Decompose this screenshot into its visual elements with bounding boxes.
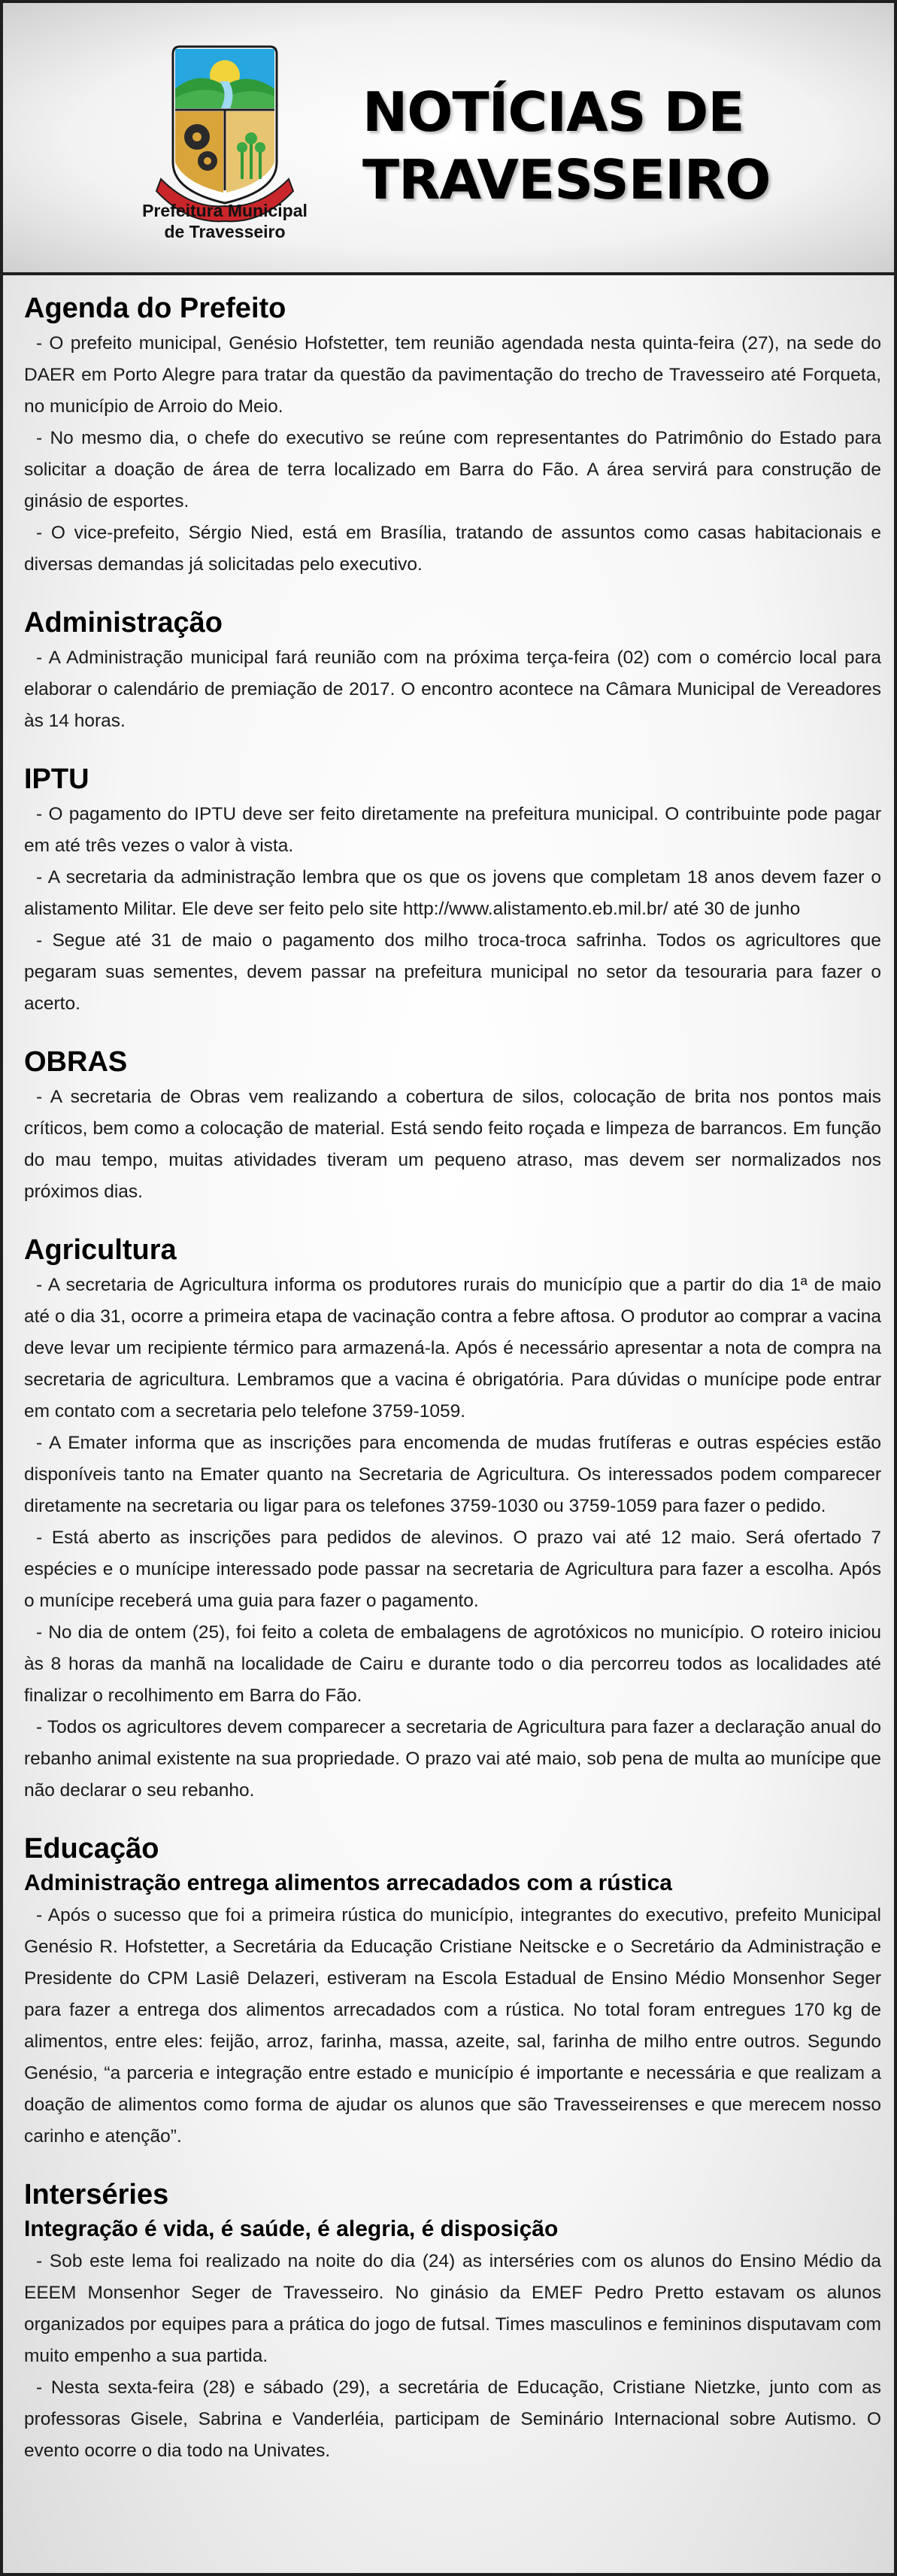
section-title: IPTU — [24, 763, 89, 795]
news-paragraph: - Está aberto as inscrições para pedidos de alevinos. O prazo vai até 12 maio. Será ofertado 7 espécies e o munícipe interessado pode passar na secretaria de Agricultura para fazer a escolha. Após o munícipe receberá uma guia para fazer o pagamento. — [24, 1528, 881, 1611]
news-paragraph: - O pagamento do IPTU deve ser feito diretamente na prefeitura municipal. O contribuinte pode pagar em até três vezes o valor à vista. — [24, 804, 881, 856]
news-paragraph: - No mesmo dia, o chefe do executivo se reúne com representantes do Patrimônio do Estado para solicitar a doação de área de terra localizado em Barra do Fão. A área servirá para construção de ginásio de esportes. — [24, 428, 881, 511]
news-paragraph: - Nesta sexta-feira (28) e sábado (29), a secretária de Educação, Cristiane Nietzke, junto com as professoras Gisele, Sabrina e Vanderléia, participam de Seminário Internacional sobre Autismo. O evento ocorre o dia todo na Univates. — [24, 2377, 881, 2461]
section-interseries — [24, 2177, 881, 2467]
section-agenda-do-prefeito — [24, 290, 881, 581]
crest-caption-line1: Prefeitura Municipal — [142, 201, 308, 220]
news-paragraph: - Todos os agricultores devem comparecer a secretaria de Agricultura para fazer a declaração anual do rebanho animal existente na sua propriedade. O prazo vai até maio, sob pena de multa ao munícipe que não declarar o seu rebanho. — [24, 1717, 881, 1801]
news-paragraph: - O prefeito municipal, Genésio Hofstetter, tem reunião agendada nesta quinta-feira (27), na sede do DAER em Porto Alegre para tratar da questão da pavimentação do trecho de Travesseiro até Forqueta, no município de Arroio do Meio. — [24, 333, 881, 417]
news-paragraph: - O vice-prefeito, Sérgio Nied, está em Brasília, tratando de assuntos como casas habitacionais e diversas demandas já solicitadas pelo executivo. — [24, 523, 881, 575]
section-title: Agricultura — [24, 1234, 177, 1266]
news-paragraph: - A secretaria da administração lembra que os que os jovens que completam 18 anos devem fazer o alistamento Militar. Ele deve ser feito pelo site http://www.alistamento.eb.mil.br/ até 30 de junho — [24, 867, 881, 919]
section-title: Educação — [24, 1833, 159, 1864]
section-title: OBRAS — [24, 1046, 128, 1078]
section-title: Administração — [24, 607, 223, 639]
news-paragraph: - A Emater informa que as inscrições para encomenda de mudas frutíferas e outras espécies estão disponíveis tanto na Emater quanto na Secretaria de Agricultura. Os interessados podem comparecer diretamente na secretaria ou ligar para os telefones 3759-1030 ou 3759-1059 para fazer o pedido. — [24, 1433, 881, 1516]
section-iptu — [24, 761, 881, 1020]
news-paragraph: - Sob este lema foi realizado na noite do dia (24) as interséries com os alunos do Ensino Médio da EEEM Monsenhor Seger de Travesseiro. No ginásio da EMEF Pedro Pretto estavam os alunos organizados por equipes para a prática do jogo de futsal. Times masculinos e femininos disputavam com muito empenho a sua partida. — [24, 2251, 881, 2366]
newsletter-title-line1: NOTÍCIAS DE — [362, 80, 744, 144]
newsletter-header — [3, 3, 894, 275]
section-title: Agenda do Prefeito — [24, 293, 286, 324]
news-content — [24, 290, 881, 2491]
news-paragraph: - A Administração municipal fará reunião com na próxima terça-feira (02) com o comércio local para elaborar o calendário de premiação de 2017. O encontro acontece na Câmara Municipal de Vereadores às 14 horas. — [24, 648, 881, 731]
section-educacao — [24, 1831, 881, 2153]
section-subtitle: Administração entrega alimentos arrecadados com a rústica — [24, 1871, 672, 1895]
news-paragraph: - A secretaria de Obras vem realizando a cobertura de silos, colocação de brita nos pontos mais críticos, bem como a colocação de material. Está sendo feito roçada e limpeza de barrancos. Em função do mau tempo, muitas atividades tiveram um pequeno atraso, mas devem ser normalizados nos próximos dias. — [24, 1087, 881, 1202]
news-paragraph: - Segue até 31 de maio o pagamento dos milho troca-troca safrinha. Todos os agricultores que pegaram suas sementes, devem passar na prefeitura municipal no setor da tesouraria para fazer o acerto. — [24, 930, 881, 1014]
crest-caption-line2: de Travesseiro — [164, 222, 286, 241]
section-title: Interséries — [24, 2179, 169, 2210]
section-obras — [24, 1044, 881, 1208]
section-administracao — [24, 605, 881, 737]
section-agricultura — [24, 1232, 881, 1807]
news-paragraph: - Após o sucesso que foi a primeira rústica do município, integrantes do executivo, prefeito Municipal Genésio R. Hofstetter, a Secretária da Educação Cristiane Neitscke e o Secretário da Administração e Presidente do CPM Lasiê Delazeri, estiveram na Escola Estadual de Ensino Médio Monsenhor Seger para fazer a entrega dos alimentos arrecadados com a rústica. No total foram entregues 170 kg de alimentos, entre eles: feijão, arroz, farinha, massa, azeite, sal, farinha de milho entre outros. Segundo Genésio, “a parceria e integração entre estado e município é importante e necessária e que realizam a doação de alimentos como forma de ajudar os alunos que são Travesseirenses e que merecem nosso carinho e atenção”. — [24, 1905, 881, 2147]
section-subtitle: Integração é vida, é saúde, é alegria, é disposição — [24, 2216, 559, 2241]
news-paragraph: - A secretaria de Agricultura informa os produtores rurais do município que a partir do dia 1ª de maio até o dia 31, ocorre a primeira etapa de vacinação contra a febre aftosa. O produtor ao comprar a vacina deve levar um recipiente térmico para armazená-la. Após é necessário apresentar a nota de compra na secretaria de agricultura. Lembramos que a vacina é obrigatória. Para dúvidas o munícipe pode entrar em contato com a secretaria pelo telefone 3759-1059. — [24, 1275, 881, 1422]
newsletter-title-line2: TRAVESSEIRO — [362, 148, 771, 211]
news-paragraph: - No dia de ontem (25), foi feito a coleta de embalagens de agrotóxicos no município. O roteiro iniciou às 8 horas da manhã na localidade de Cairu e durante todo o dia percorreu todos as localidades até finalizar o recolhimento em Barra do Fão. — [24, 1622, 881, 1706]
